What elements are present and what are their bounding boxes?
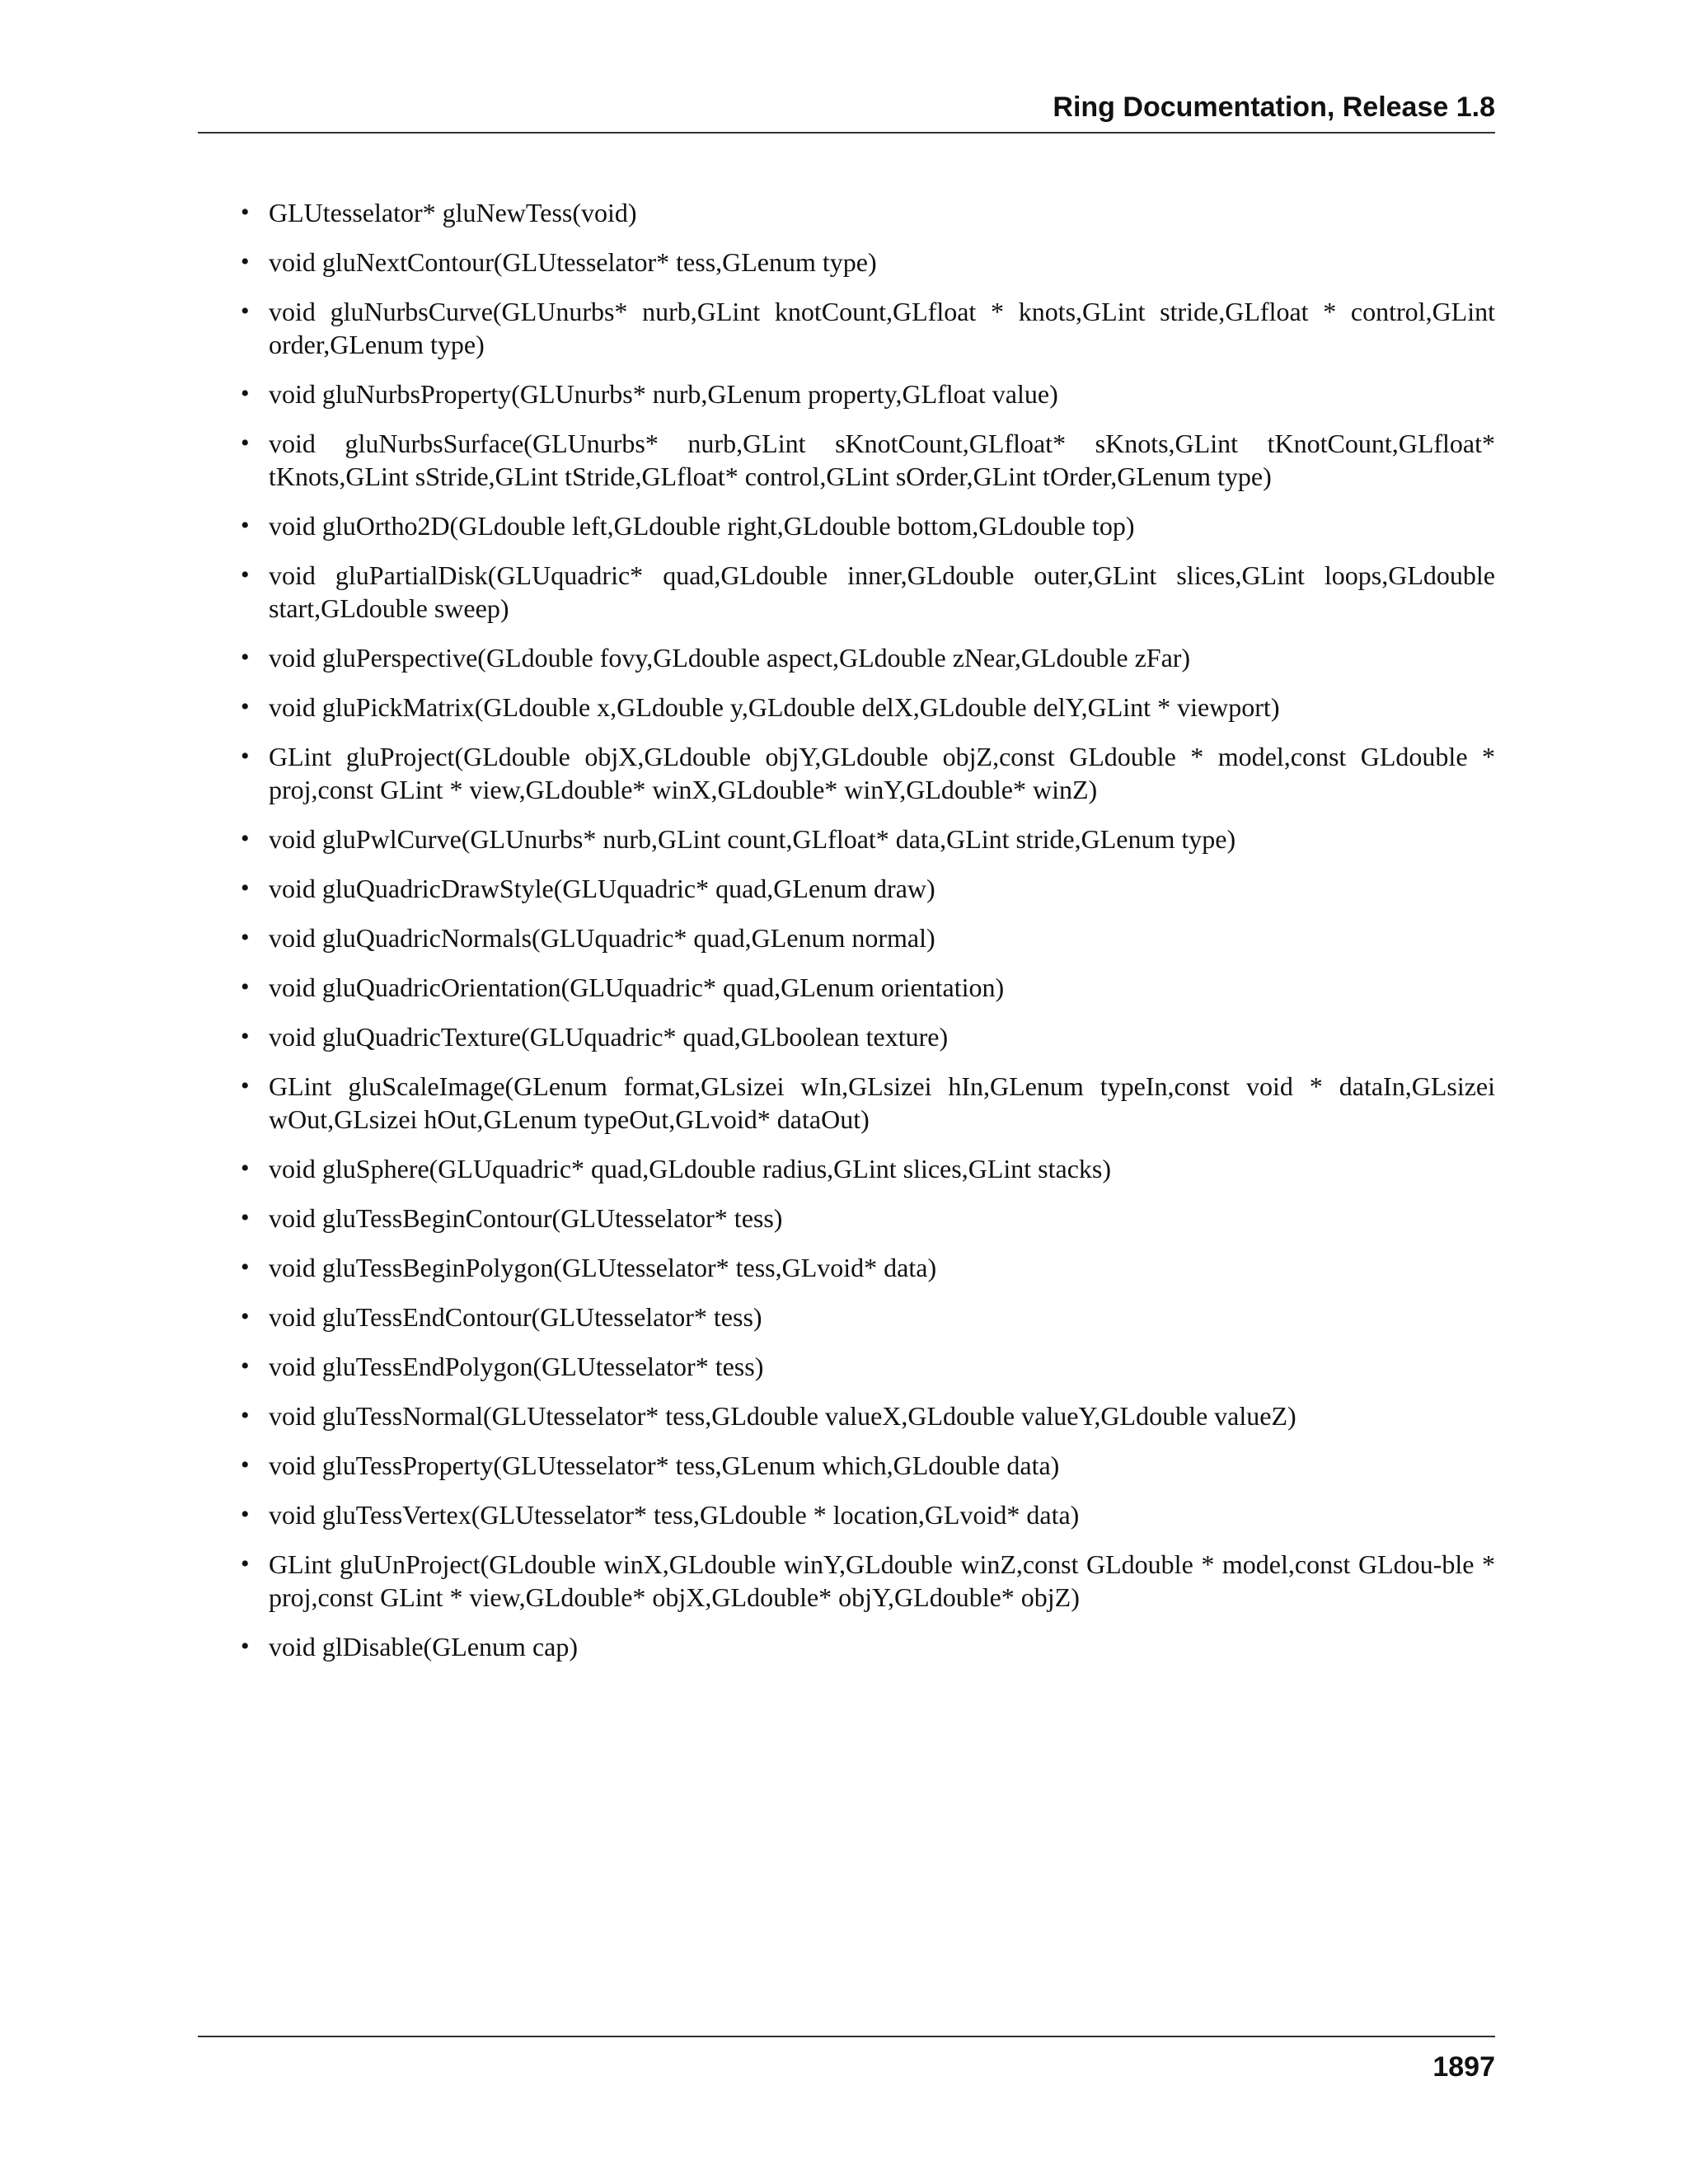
list-item bbox=[198, 872, 1495, 905]
list-item bbox=[198, 1350, 1495, 1383]
function-signature: void gluNextContour(GLUtesselator* tess,GLenum type) bbox=[269, 247, 877, 277]
bullet-icon: • bbox=[241, 924, 250, 951]
function-signature: void gluTessEndContour(GLUtesselator* tess) bbox=[269, 1302, 762, 1332]
function-list bbox=[198, 196, 1495, 1663]
function-signature: void glDisable(GLenum cap) bbox=[269, 1632, 578, 1661]
list-item bbox=[198, 427, 1495, 493]
bullet-icon: • bbox=[241, 298, 250, 325]
bullet-icon: • bbox=[241, 1550, 250, 1577]
list-item bbox=[198, 1251, 1495, 1284]
page-content bbox=[198, 196, 1495, 1680]
list-item bbox=[198, 823, 1495, 855]
bullet-icon: • bbox=[241, 973, 250, 1001]
function-signature: void gluTessNormal(GLUtesselator* tess,GLdouble valueX,GLdouble valueY,GLdouble valueZ) bbox=[269, 1401, 1296, 1431]
function-signature: void gluQuadricOrientation(GLUquadric* quad,GLenum orientation) bbox=[269, 972, 1005, 1002]
function-signature: void gluQuadricTexture(GLUquadric* quad,GLboolean texture) bbox=[269, 1022, 949, 1052]
bullet-icon: • bbox=[241, 1451, 250, 1479]
function-signature: void gluQuadricDrawStyle(GLUquadric* quad,GLenum draw) bbox=[269, 874, 935, 903]
page-footer bbox=[198, 2036, 1495, 2083]
function-signature: void gluTessBeginContour(GLUtesselator* tess) bbox=[269, 1203, 783, 1233]
bullet-icon: • bbox=[241, 512, 250, 539]
list-item bbox=[198, 1498, 1495, 1531]
function-signature: void gluOrtho2D(GLdouble left,GLdouble right,GLdouble bottom,GLdouble top) bbox=[269, 511, 1135, 541]
list-item bbox=[198, 559, 1495, 625]
function-signature: void gluNurbsCurve(GLUnurbs* nurb,GLint knotCount,GLfloat * knots,GLint stride,GLfloat * control,GLint order,GLenum type) bbox=[269, 297, 1495, 359]
function-signature: GLint gluUnProject(GLdouble winX,GLdouble winY,GLdouble winZ,const GLdouble * model,const GLdou-ble * proj,const GLint * view,GLdouble* objX,GLdouble* objY,GLdouble* objZ) bbox=[269, 1549, 1495, 1612]
list-item bbox=[198, 1399, 1495, 1432]
function-signature: void gluTessBeginPolygon(GLUtesselator* tess,GLvoid* data) bbox=[269, 1253, 937, 1282]
function-signature: void gluPwlCurve(GLUnurbs* nurb,GLint count,GLfloat* data,GLint stride,GLenum type) bbox=[269, 824, 1236, 854]
list-item bbox=[198, 1548, 1495, 1614]
function-signature: void gluPerspective(GLdouble fovy,GLdouble aspect,GLdouble zNear,GLdouble zFar) bbox=[269, 643, 1191, 673]
function-signature: void gluTessVertex(GLUtesselator* tess,GLdouble * location,GLvoid* data) bbox=[269, 1500, 1080, 1530]
function-signature: void gluPickMatrix(GLdouble x,GLdouble y,GLdouble delX,GLdouble delY,GLint * viewport) bbox=[269, 692, 1280, 722]
bullet-icon: • bbox=[241, 561, 250, 588]
function-signature: GLint gluScaleImage(GLenum format,GLsizei wIn,GLsizei hIn,GLenum typeIn,const void * dataIn,GLsizei wOut,GLsizei hOut,GLenum typeOut,GLvoid* dataOut) bbox=[269, 1071, 1495, 1134]
list-item bbox=[198, 196, 1495, 229]
function-signature: void gluNurbsProperty(GLUnurbs* nurb,GLenum property,GLfloat value) bbox=[269, 379, 1058, 409]
bullet-icon: • bbox=[241, 1023, 250, 1050]
list-item bbox=[198, 971, 1495, 1004]
page-number: 1897 bbox=[1432, 2051, 1495, 2083]
list-item bbox=[198, 246, 1495, 279]
bullet-icon: • bbox=[241, 1072, 250, 1099]
list-item bbox=[198, 1449, 1495, 1482]
list-item bbox=[198, 641, 1495, 674]
bullet-icon: • bbox=[241, 1402, 250, 1429]
function-signature: void gluQuadricNormals(GLUquadric* quad,GLenum normal) bbox=[269, 923, 935, 953]
bullet-icon: • bbox=[241, 693, 250, 720]
list-item bbox=[198, 1202, 1495, 1235]
page-header bbox=[198, 89, 1495, 134]
bullet-icon: • bbox=[241, 825, 250, 852]
bullet-icon: • bbox=[241, 1204, 250, 1231]
list-item bbox=[198, 1070, 1495, 1136]
bullet-icon: • bbox=[241, 644, 250, 671]
bullet-icon: • bbox=[241, 1155, 250, 1182]
bullet-icon: • bbox=[241, 248, 250, 275]
list-item bbox=[198, 921, 1495, 954]
document-title: Ring Documentation, Release 1.8 bbox=[1053, 91, 1495, 123]
function-signature: GLUtesselator* gluNewTess(void) bbox=[269, 198, 637, 227]
function-signature: void gluSphere(GLUquadric* quad,GLdouble radius,GLint slices,GLint stacks) bbox=[269, 1154, 1111, 1183]
bullet-icon: • bbox=[241, 1254, 250, 1281]
bullet-icon: • bbox=[241, 874, 250, 902]
list-item bbox=[198, 1152, 1495, 1185]
list-item bbox=[198, 1020, 1495, 1053]
list-item bbox=[198, 1301, 1495, 1333]
list-item bbox=[198, 295, 1495, 361]
function-signature: void gluNurbsSurface(GLUnurbs* nurb,GLint sKnotCount,GLfloat* sKnots,GLint tKnotCount,GLfloat* tKnots,GLint sStride,GLint tStride,GLfloat* control,GLint sOrder,GLint tOrder,GLenum type) bbox=[269, 429, 1495, 491]
list-item bbox=[198, 691, 1495, 724]
list-item bbox=[198, 509, 1495, 542]
bullet-icon: • bbox=[241, 1633, 250, 1660]
function-signature: GLint gluProject(GLdouble objX,GLdouble objY,GLdouble objZ,const GLdouble * model,const GLdouble * proj,const GLint * view,GLdouble* winX,GLdouble* winY,GLdouble* winZ) bbox=[269, 742, 1495, 804]
list-item bbox=[198, 1630, 1495, 1663]
function-signature: void gluPartialDisk(GLUquadric* quad,GLdouble inner,GLdouble outer,GLint slices,GLint loops,GLdouble start,GLdouble sweep) bbox=[269, 560, 1495, 623]
bullet-icon: • bbox=[241, 1352, 250, 1380]
bullet-icon: • bbox=[241, 743, 250, 770]
list-item bbox=[198, 740, 1495, 806]
function-signature: void gluTessEndPolygon(GLUtesselator* tess) bbox=[269, 1352, 764, 1381]
bullet-icon: • bbox=[241, 1501, 250, 1528]
bullet-icon: • bbox=[241, 429, 250, 457]
function-signature: void gluTessProperty(GLUtesselator* tess,GLenum which,GLdouble data) bbox=[269, 1451, 1060, 1480]
list-item bbox=[198, 377, 1495, 410]
bullet-icon: • bbox=[241, 1303, 250, 1330]
bullet-icon: • bbox=[241, 380, 250, 407]
bullet-icon: • bbox=[241, 199, 250, 226]
